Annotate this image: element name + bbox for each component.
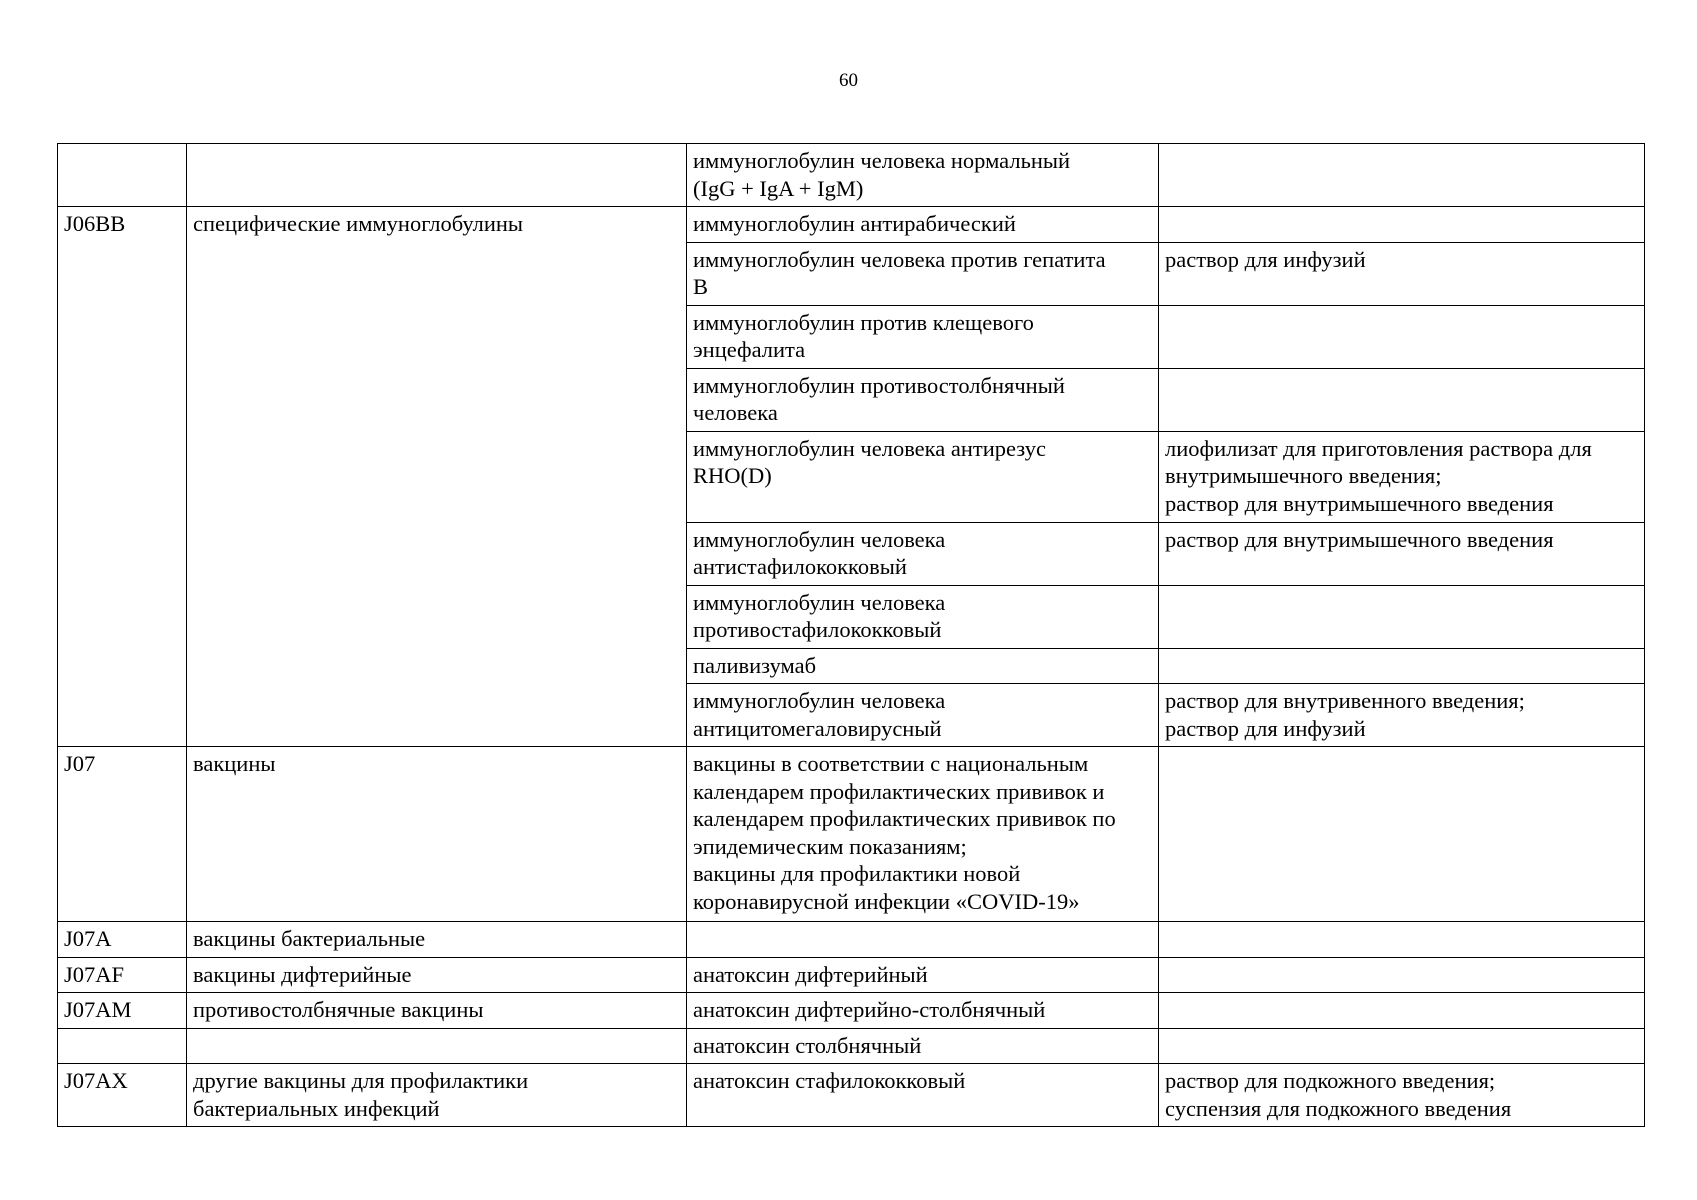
group-name-cell: вакцины: [187, 747, 687, 922]
drug-name-cell: иммуноглобулин противостолбнячный человека: [687, 368, 1159, 431]
dosage-form-cell: лиофилизат для приготовления раствора для внутримышечного введения; раствор для внутримышечного введения: [1159, 431, 1645, 522]
drug-name-cell: анатоксин дифтерийно-столбнячный: [687, 993, 1159, 1029]
page-number: 60: [839, 70, 858, 91]
dosage-form-cell: [1159, 747, 1645, 922]
drug-name-cell: иммуноглобулин человека антицитомегаловирусный: [687, 684, 1159, 747]
drug-name-cell: иммуноглобулин человека антирезус RHO(D): [687, 431, 1159, 522]
group-name-cell: вакцины дифтерийные: [187, 957, 687, 993]
dosage-form-cell: [1159, 144, 1645, 207]
table-row: [58, 1064, 1645, 1127]
table-row: [58, 957, 1645, 993]
group-name-cell: [187, 144, 687, 207]
group-name-cell: [187, 1028, 687, 1064]
drug-name-cell: иммуноглобулин человека нормальный (IgG + IgA + IgM): [687, 144, 1159, 207]
table-row: [58, 747, 1645, 922]
table-row: [58, 207, 1645, 243]
group-name-cell: противостолбнячные вакцины: [187, 993, 687, 1029]
dosage-form-cell: [1159, 993, 1645, 1029]
dosage-form-cell: [1159, 648, 1645, 684]
drug-table: [57, 143, 1645, 1127]
drug-name-cell: иммуноглобулин против клещевого энцефалита: [687, 305, 1159, 368]
table-row: [58, 1028, 1645, 1064]
group-name-cell: другие вакцины для профилактики бактериальных инфекций: [187, 1064, 687, 1127]
atc-code-cell: [58, 1028, 187, 1064]
dosage-form-cell: [1159, 207, 1645, 243]
table-row: [58, 144, 1645, 207]
dosage-form-cell: раствор для инфузий: [1159, 242, 1645, 305]
atc-code-cell: J07AX: [58, 1064, 187, 1127]
atc-code-cell: J07A: [58, 922, 187, 958]
drug-name-cell: [687, 922, 1159, 958]
atc-code-cell: J06BB: [58, 207, 187, 747]
drug-name-cell: иммуноглобулин человека противостафилококковый: [687, 585, 1159, 648]
table-row: [58, 993, 1645, 1029]
drug-name-cell: вакцины в соответствии с национальным календарем профилактических прививок и календарем профилактических прививок по эпидемическим показаниям; вакцины для профилактики новой коронавирусной инфекции «COVID-19»: [687, 747, 1159, 922]
atc-code-cell: J07AF: [58, 957, 187, 993]
atc-code-cell: [58, 144, 187, 207]
dosage-form-cell: [1159, 305, 1645, 368]
group-name-cell: вакцины бактериальные: [187, 922, 687, 958]
drug-name-cell: иммуноглобулин человека антистафилококковый: [687, 522, 1159, 585]
table-row: [58, 922, 1645, 958]
group-name-cell: специфические иммуноглобулины: [187, 207, 687, 747]
drug-name-cell: анатоксин столбнячный: [687, 1028, 1159, 1064]
dosage-form-cell: раствор для внутримышечного введения: [1159, 522, 1645, 585]
dosage-form-cell: [1159, 368, 1645, 431]
dosage-form-cell: раствор для подкожного введения; суспензия для подкожного введения: [1159, 1064, 1645, 1127]
dosage-form-cell: [1159, 585, 1645, 648]
atc-code-cell: J07: [58, 747, 187, 922]
dosage-form-cell: раствор для внутривенного введения; раствор для инфузий: [1159, 684, 1645, 747]
dosage-form-cell: [1159, 1028, 1645, 1064]
drug-name-cell: иммуноглобулин человека против гепатита B: [687, 242, 1159, 305]
dosage-form-cell: [1159, 957, 1645, 993]
drug-name-cell: анатоксин стафилококковый: [687, 1064, 1159, 1127]
atc-code-cell: J07AM: [58, 993, 187, 1029]
drug-name-cell: анатоксин дифтерийный: [687, 957, 1159, 993]
drug-name-cell: паливизумаб: [687, 648, 1159, 684]
drug-name-cell: иммуноглобулин антирабический: [687, 207, 1159, 243]
dosage-form-cell: [1159, 922, 1645, 958]
